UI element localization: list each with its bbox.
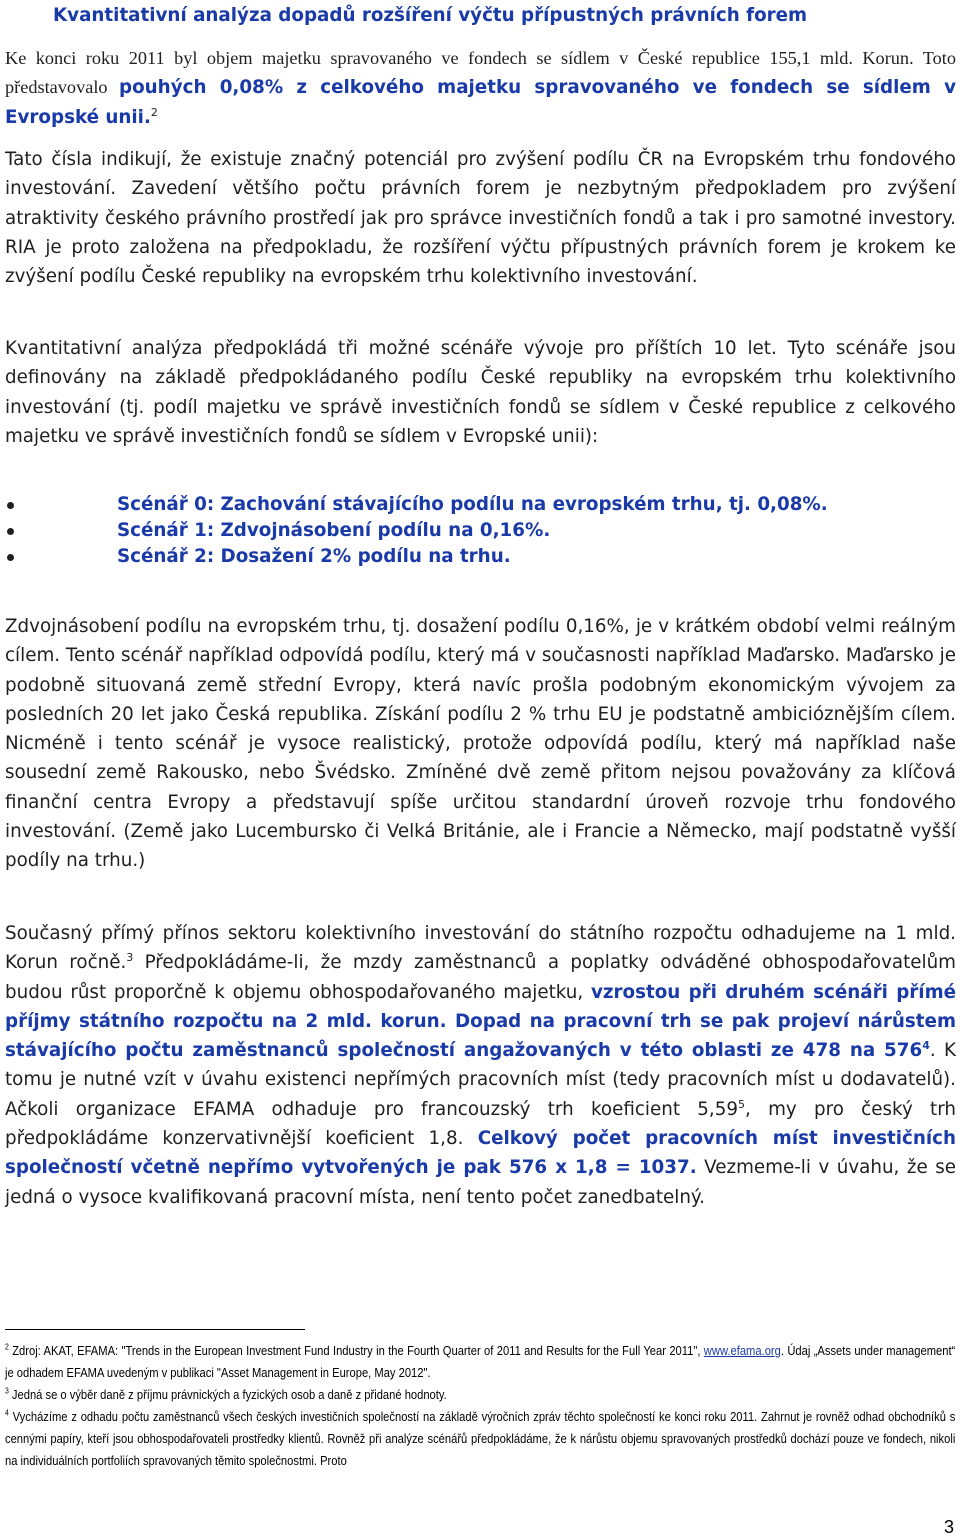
footnote-text: Zdroj: AKAT, EFAMA: "Trends in the European Investment Fund Industry in the Fourth Quarter of 2011 and Results for the Full Year 2011", [8, 1343, 704, 1358]
scenario-item [5, 544, 828, 570]
bullet-icon [7, 502, 14, 509]
paragraph-scenarios-intro: Kvantitativní analýza předpokládá tři možné scénáře vývoje pro příštích 10 let. Tyto scénáře jsou definovány na základě předpokládaného podílu České republiky na evropském trhu kolektivního investování (tj. podíl majetku ve správě investičních fondů se sídlem v České republice z celkového majetku ve správě investičních fondů se sídlem v Evropské unii): [5, 338, 956, 447]
footnote-separator [5, 1329, 305, 1330]
paragraph-volume-text: Ke konci roku 2011 byl objem majetku spravovaného ve fondech se sídlem v České republice 155,1 mld. Korun. Toto představovalo [5, 48, 956, 98]
budget-text-d: . K tomu je nutné vzít v úvahu existenci nepřímých pracovních míst (tedy pracovních míst u dodavatelů). Ačkoli organizace EFAMA odhaduje pro francouzský trh koeficient 5,59 [5, 1040, 956, 1120]
scenario-text: Scénář 0: Zachování stávajícího podílu na evropském trhu, tj. 0,08%. [117, 494, 828, 515]
bullet-icon [7, 554, 14, 561]
footnote-4 [5, 1406, 955, 1472]
footnote-text: Vycházíme z odhadu počtu zaměstnanců všech českých investičních společností na základě výročních zpráv těchto společností ke konci roku 2011. Zahrnut je rovněž odhad obchodníků s cennými papíry, kteří jsou obhospodařovateli prostředky klientů. Rovněž při analýze scénářů předpokládáme, že k nárůstu objemu spravovaných prostředků dochází pouze ve fondech, nikoli na individuálních portfoliích spravovaných těmito společnostmi. Proto [5, 1409, 956, 1468]
scenario-text: Scénář 1: Zdvojnásobení podílu na 0,16%. [117, 520, 551, 541]
budget-text-b: Předpokládáme-li, že mzdy zaměstnanců a poplatky odváděné obhospodařovatelům budou růst proporčně k objemu obhospodařovaného majetku, [5, 952, 956, 1003]
highlight-total-jobs: Celkový počet pracovních míst investičních společností včetně nepřímo vytvořených je pak 576 x 1,8 = 1037. [5, 1128, 956, 1179]
footnote-number: 2 [5, 1342, 9, 1352]
budget-text-g: Vezmeme-li v úvahu, že se jedná o vysoce kvalifikovaná pracovní místa, není tento počet zanedbatelný. [5, 1157, 956, 1208]
footnote-ref-2[interactable]: 2 [150, 105, 158, 119]
footnote-ref-4[interactable]: 4 [922, 1039, 930, 1053]
scenario-list [5, 492, 828, 570]
footnote-number: 3 [5, 1386, 9, 1396]
efama-link[interactable]: www.efama.org [703, 1343, 781, 1358]
paragraph-volume [5, 44, 956, 132]
footnote-3 [5, 1384, 955, 1406]
footnote-number: 4 [5, 1408, 9, 1418]
highlight-share: pouhých 0,08% z celkového majetku spravovaného ve fondech se sídlem v Evropské unii. [5, 77, 956, 128]
budget-text-e: , my pro český trh předpokládáme konzervativnější koeficient 1,8. [5, 1098, 956, 1150]
paragraph-potential: Tato čísla indikují, že existuje značný potenciál pro zvýšení podílu ČR na Evropském trhu fondového investování. Zavedení většího počtu právních forem je nezbytným předpokladem pro zvýšení atraktivity českého právního prostředí jak pro správce investičních fondů a tak i pro samotné investory. RIA je proto založena na předpokladu, že rozšíření výčtu přípustných právních forem je krokem ke zvýšení podílu České republiky na evropském trhu kolektivního investování. [5, 149, 956, 288]
scenario-text: Scénář 2: Dosažení 2% podílu na trhu. [117, 546, 511, 567]
footnote-text: Jedná se o výběr daně z příjmu právnických a fyzických osob a daně z přidané hodnoty. [8, 1387, 447, 1402]
footnote-ref-5[interactable]: 5 [738, 1097, 745, 1111]
scenario-item [5, 492, 828, 518]
page-number: 3 [943, 1517, 954, 1537]
section-heading: Kvantitativní analýza dopadů rozšíření výčtu přípustných právních forem [53, 5, 808, 26]
budget-text-a: Současný přímý přínos sektoru kolektivního investování do státního rozpočtu odhadujeme na 1 mld. Korun ročně. [5, 923, 956, 974]
footnote-text: . Údaj „Assets under management“ je odhadem EFAMA uvedeným v publikaci "Asset Management in Europe, May 2012". [5, 1343, 956, 1380]
highlight-budget-jobs: vzrostou při druhém scénáři přímé příjmy státního rozpočtu na 2 mld. korun. Dopad na pracovní trh se pak projeví nárůstem stávajícího počtu zaměstnanců společností angažovaných v této oblasti ze 478 na 576 [5, 981, 957, 1062]
footnote-2 [5, 1340, 955, 1384]
footnote-ref-3[interactable]: 3 [126, 951, 134, 965]
paragraph-budget-impact [5, 919, 956, 1212]
bullet-icon [7, 528, 14, 535]
paragraph-scenario-comparison: Zdvojnásobení podílu na evropském trhu, tj. dosažení podílu 0,16%, je v krátkém období velmi reálným cílem. Tento scénář například odpovídá podílu, který má v současnosti například Maďarsko. Maďarsko je podobně situovaná země střední Evropy, která navíc prošla podobným ekonomickým vývojem za posledních 20 let jako Česká republika. Získání podílu 2 % trhu EU je podstatně ambicióznějším cílem. Nicméně i tento scénář je vysoce realistický, protože odpovídá podílu, který má například naše sousední země Rakousko, nebo Švédsko. Zmíněné dvě země přitom nejsou považovány za klíčová finanční centra Evropy a představují spíše určitou standardní úroveň rozvoje trhu fondového investování. (Země jako Lucembursko či Velká Británie, ale i Francie a Německo, mají podstatně vyšší podíly na trhu.) [5, 616, 956, 872]
scenario-item [5, 518, 828, 544]
